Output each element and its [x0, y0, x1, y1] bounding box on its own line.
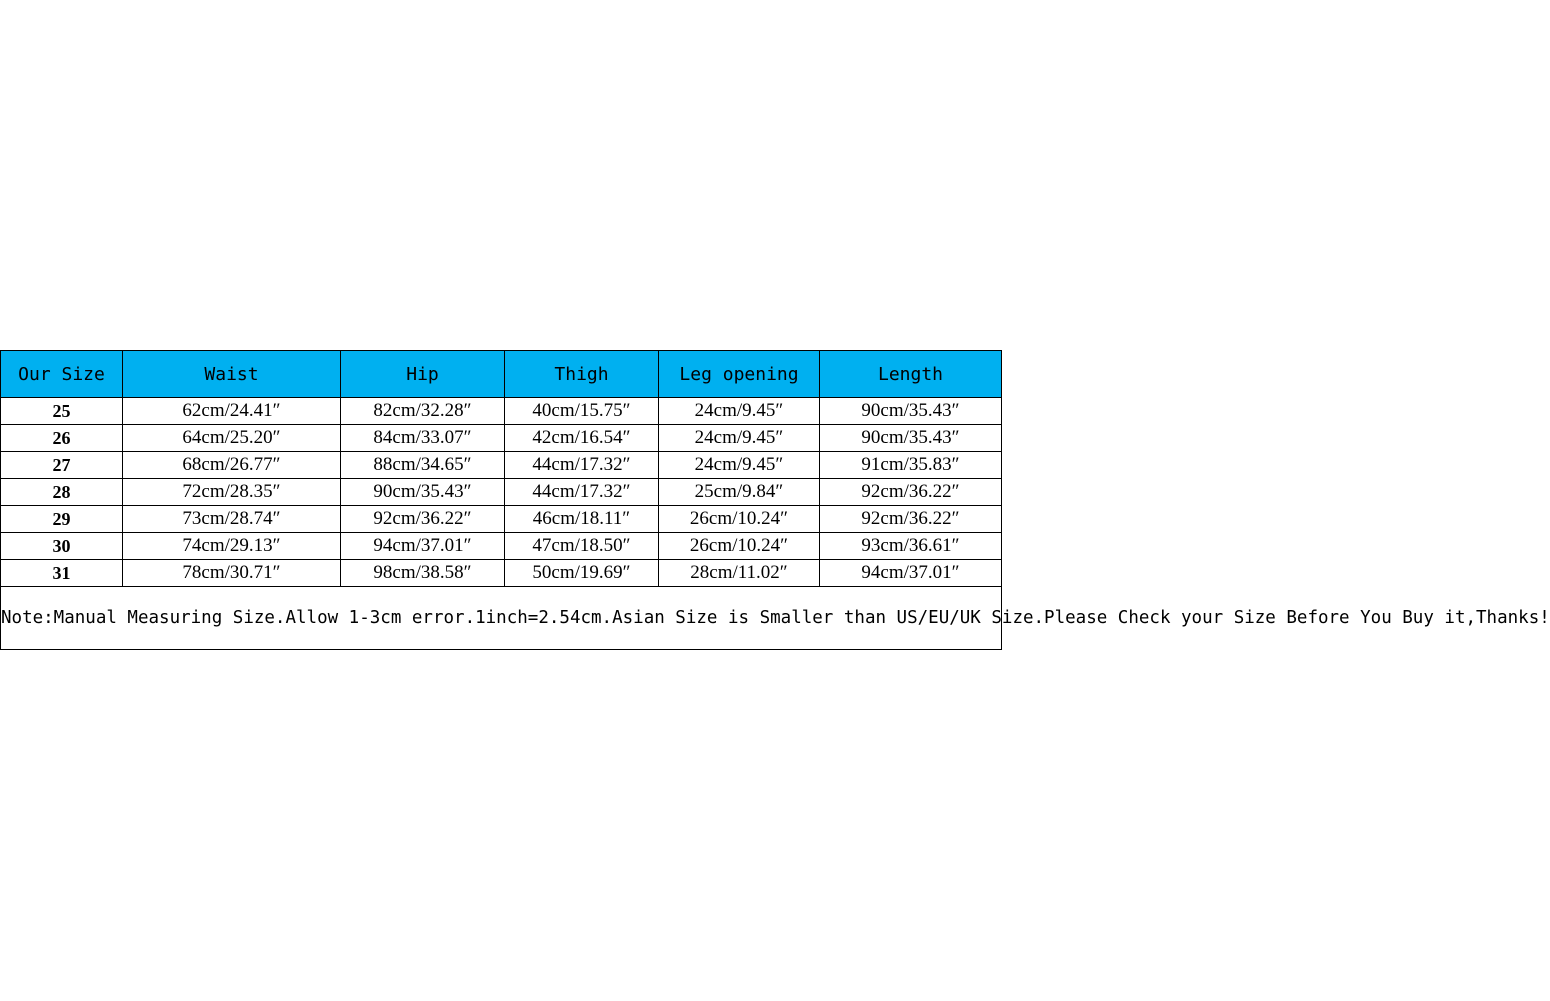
table-row [1, 425, 1002, 452]
waist-cell: 73cm/28.74″ [123, 506, 341, 533]
thigh-cell: 40cm/15.75″ [505, 398, 659, 425]
leg-opening-cell: 24cm/9.45″ [659, 452, 820, 479]
size-chart [0, 350, 1550, 650]
waist-cell: 68cm/26.77″ [123, 452, 341, 479]
size-table [0, 350, 1550, 650]
hip-cell: 92cm/36.22″ [341, 506, 505, 533]
length-cell: 92cm/36.22″ [820, 479, 1002, 506]
table-row [1, 560, 1002, 587]
size-cell: 27 [1, 452, 123, 479]
thigh-cell: 42cm/16.54″ [505, 425, 659, 452]
table-row [1, 452, 1002, 479]
size-cell: 30 [1, 533, 123, 560]
thigh-cell: 47cm/18.50″ [505, 533, 659, 560]
leg-opening-cell: 24cm/9.45″ [659, 398, 820, 425]
leg-opening-cell: 26cm/10.24″ [659, 506, 820, 533]
size-cell: 29 [1, 506, 123, 533]
length-cell: 90cm/35.43″ [820, 425, 1002, 452]
length-cell: 94cm/37.01″ [820, 560, 1002, 587]
header-cell-thigh: Thigh [505, 351, 659, 398]
leg-opening-cell: 24cm/9.45″ [659, 425, 820, 452]
hip-cell: 82cm/32.28″ [341, 398, 505, 425]
header-cell-length: Length [820, 351, 1002, 398]
size-cell: 25 [1, 398, 123, 425]
length-cell: 92cm/36.22″ [820, 506, 1002, 533]
header-cell-waist: Waist [123, 351, 341, 398]
hip-cell: 94cm/37.01″ [341, 533, 505, 560]
table-row [1, 398, 1002, 425]
table-row [1, 506, 1002, 533]
header-row [1, 351, 1002, 398]
length-cell: 91cm/35.83″ [820, 452, 1002, 479]
size-cell: 31 [1, 560, 123, 587]
hip-cell: 84cm/33.07″ [341, 425, 505, 452]
header-cell-leg-opening: Leg opening [659, 351, 820, 398]
waist-cell: 64cm/25.20″ [123, 425, 341, 452]
length-cell: 90cm/35.43″ [820, 398, 1002, 425]
size-cell: 28 [1, 479, 123, 506]
waist-cell: 78cm/30.71″ [123, 560, 341, 587]
header-cell-our-size: Our Size [1, 351, 123, 398]
leg-opening-cell: 26cm/10.24″ [659, 533, 820, 560]
leg-opening-cell: 28cm/11.02″ [659, 560, 820, 587]
waist-cell: 62cm/24.41″ [123, 398, 341, 425]
note-row [1, 587, 1002, 650]
header-cell-hip: Hip [341, 351, 505, 398]
leg-opening-cell: 25cm/9.84″ [659, 479, 820, 506]
thigh-cell: 46cm/18.11″ [505, 506, 659, 533]
hip-cell: 88cm/34.65″ [341, 452, 505, 479]
waist-cell: 72cm/28.35″ [123, 479, 341, 506]
hip-cell: 98cm/38.58″ [341, 560, 505, 587]
thigh-cell: 44cm/17.32″ [505, 452, 659, 479]
table-row [1, 533, 1002, 560]
waist-cell: 74cm/29.13″ [123, 533, 341, 560]
length-cell: 93cm/36.61″ [820, 533, 1002, 560]
thigh-cell: 44cm/17.32″ [505, 479, 659, 506]
size-cell: 26 [1, 425, 123, 452]
size-note: Note:Manual Measuring Size.Allow 1-3cm error.1inch=2.54cm.Asian Size is Smaller than US/EU/UK Size.Please Check your Size Before You Buy it,Thanks! [1, 587, 1002, 650]
thigh-cell: 50cm/19.69″ [505, 560, 659, 587]
table-row [1, 479, 1002, 506]
hip-cell: 90cm/35.43″ [341, 479, 505, 506]
